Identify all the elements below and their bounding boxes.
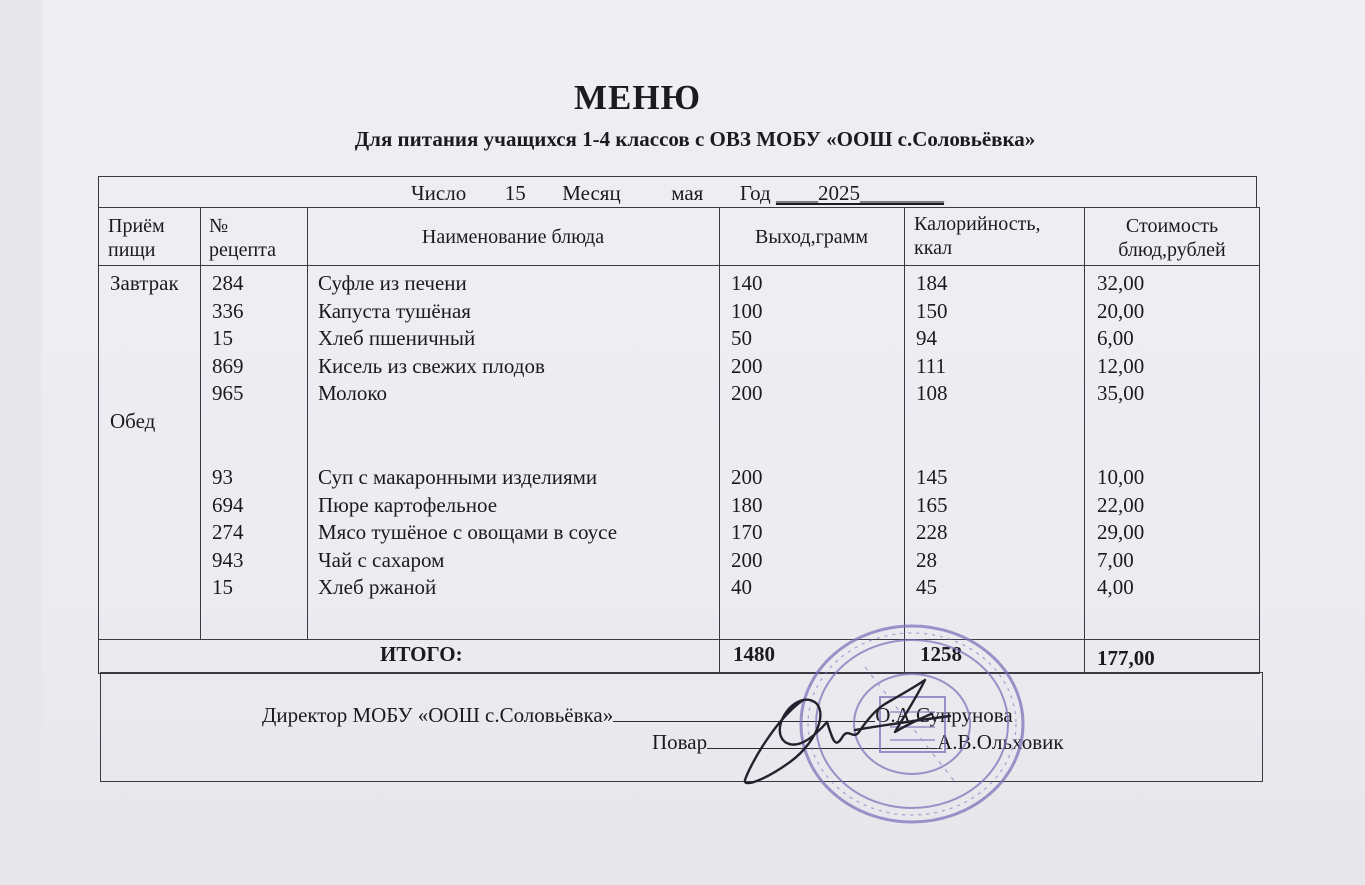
- header-bottom-line: [98, 265, 1260, 266]
- breakfast-cost-cell: 32,00: [1097, 271, 1145, 295]
- lunch-recipes: [212, 464, 244, 602]
- breakfast-recipe-cell: 336: [212, 298, 244, 323]
- lunch-recipe-cell: 943: [212, 547, 244, 572]
- month-label: Месяц: [562, 181, 621, 205]
- breakfast-recipes: [212, 270, 244, 408]
- lunch-cost-cell: 7,00: [1097, 547, 1134, 572]
- breakfast-dish-cell: Капуста тушёная: [318, 298, 471, 323]
- handwritten-signature: [735, 670, 965, 795]
- col-line-4: [904, 207, 905, 674]
- header-kcal-line2: ккал: [914, 237, 953, 259]
- breakfast-dishes: [318, 270, 545, 408]
- total-cost: 177,00: [1097, 646, 1155, 670]
- year-label: Год: [739, 181, 771, 205]
- header-kcal: [914, 212, 1040, 260]
- body-bottom-line: [98, 639, 1260, 640]
- breakfast-cost-cell: 6,00: [1097, 326, 1134, 351]
- lunch-yield-cell: 200: [731, 465, 763, 489]
- lunch-recipe-cell: 93: [212, 465, 233, 489]
- breakfast-dish-cell: Молоко: [318, 381, 387, 406]
- breakfast-recipe-cell: 15: [212, 326, 233, 351]
- header-cost-line1: Стоимость: [1125, 215, 1219, 237]
- header-recipe: [209, 214, 276, 262]
- lunch-kcal-cell: 45: [916, 575, 937, 600]
- breakfast-recipe-cell: 965: [212, 381, 244, 406]
- breakfast-recipe-cell: 869: [212, 353, 244, 378]
- menu-table: [98, 207, 1260, 674]
- header-recipe-line1: №: [209, 215, 229, 237]
- breakfast-yield-cell: 200: [731, 353, 763, 378]
- lunch-yields: [731, 464, 763, 602]
- total-label: ИТОГО:: [380, 642, 463, 666]
- lunch-kcal-cell: 165: [916, 492, 948, 517]
- director-name: О.А.Супрунова: [875, 703, 1013, 727]
- header-meal-line2: пищи: [108, 239, 156, 261]
- breakfast-dish-cell: Хлеб пшеничный: [318, 326, 476, 351]
- breakfast-kcal-cell: 184: [916, 271, 948, 295]
- header-kcal-line1: Калорийность,: [914, 213, 1041, 235]
- breakfast-yield-cell: 100: [731, 298, 763, 323]
- lunch-recipe-cell: 694: [212, 492, 244, 517]
- header-dish: Наименование блюда: [421, 226, 605, 248]
- lunch-cost-cell: 29,00: [1097, 520, 1145, 545]
- breakfast-cost-cell: 35,00: [1097, 381, 1145, 406]
- day-value: 15: [504, 181, 526, 205]
- lunch-dish-cell: Мясо тушёное с овощами в соусе: [318, 520, 618, 545]
- lunch-recipe-cell: 274: [212, 520, 244, 545]
- lunch-kcal-cell: 228: [916, 520, 948, 545]
- breakfast-cost-cell: 12,00: [1097, 353, 1145, 378]
- lunch-cost-cell: 22,00: [1097, 492, 1145, 517]
- cook-name: А.В.Ольховик: [937, 730, 1064, 754]
- lunch-dish-cell: Хлеб ржаной: [318, 575, 437, 600]
- breakfast-kcal-cell: 108: [916, 381, 948, 406]
- cook-label: Повар: [652, 730, 708, 754]
- breakfast-kcal-cell: 94: [916, 326, 937, 351]
- breakfast-recipe-cell: 284: [212, 271, 244, 295]
- total-yield: 1480: [733, 642, 775, 666]
- lunch-yield-cell: 40: [731, 575, 752, 600]
- lunch-recipe-cell: 15: [212, 575, 233, 600]
- lunch-dish-cell: Чай с сахаром: [318, 547, 445, 572]
- header-meal-line1: Приём: [108, 215, 165, 237]
- meal-breakfast: Завтрак: [110, 271, 179, 295]
- col-line-3: [719, 207, 720, 674]
- total-kcal: 1258: [920, 642, 962, 666]
- lunch-kcal-cell: 28: [916, 547, 937, 572]
- col-line-5: [1084, 207, 1085, 674]
- lunch-yield-cell: 170: [731, 520, 763, 545]
- lunch-costs: [1097, 464, 1144, 602]
- col-line-1: [200, 207, 201, 639]
- breakfast-yield-cell: 50: [731, 326, 752, 351]
- lunch-dish-cell: Пюре картофельное: [318, 492, 498, 517]
- header-yield: Выход,грамм: [754, 226, 868, 248]
- breakfast-yield-cell: 200: [731, 381, 763, 406]
- lunch-kcal: [916, 464, 948, 602]
- breakfast-yield-cell: 140: [731, 271, 763, 295]
- lunch-cost-cell: 4,00: [1097, 575, 1134, 600]
- lunch-cost-cell: 10,00: [1097, 465, 1145, 489]
- lunch-yield-cell: 200: [731, 547, 763, 572]
- meal-lunch: Обед: [110, 409, 156, 433]
- lunch-dish-cell: Суп с макаронными изделиями: [318, 465, 598, 489]
- month-value: мая: [671, 181, 704, 205]
- year-value: ____2025________: [775, 181, 944, 205]
- col-line-2: [307, 207, 308, 639]
- breakfast-dish-cell: Кисель из свежих плодов: [318, 353, 545, 378]
- header-cost: [1084, 214, 1260, 262]
- breakfast-yields: [731, 270, 763, 408]
- director-label: Директор МОБУ «ООШ с.Соловьёвка»: [262, 703, 614, 727]
- day-label: Число: [411, 181, 467, 205]
- document-subtitle: Для питания учащихся 1-4 классов с ОВЗ МОБУ «ООШ с.Соловьёвка»: [354, 127, 1036, 151]
- lunch-yield-cell: 180: [731, 492, 763, 517]
- breakfast-kcal-cell: 150: [916, 298, 948, 323]
- breakfast-kcal-cell: 111: [916, 353, 946, 378]
- header-recipe-line2: рецепта: [209, 239, 277, 261]
- breakfast-cost-cell: 20,00: [1097, 298, 1145, 323]
- breakfast-costs: [1097, 270, 1144, 408]
- document-title: МЕНЮ: [573, 78, 701, 117]
- date-row: [98, 176, 1257, 208]
- lunch-kcal-cell: 145: [916, 465, 948, 489]
- breakfast-dish-cell: Суфле из печени: [318, 271, 467, 295]
- header-meal: [108, 214, 165, 262]
- header-cost-line2: блюд,рублей: [1118, 239, 1226, 261]
- lunch-dishes: [318, 464, 617, 602]
- breakfast-kcal: [916, 270, 948, 408]
